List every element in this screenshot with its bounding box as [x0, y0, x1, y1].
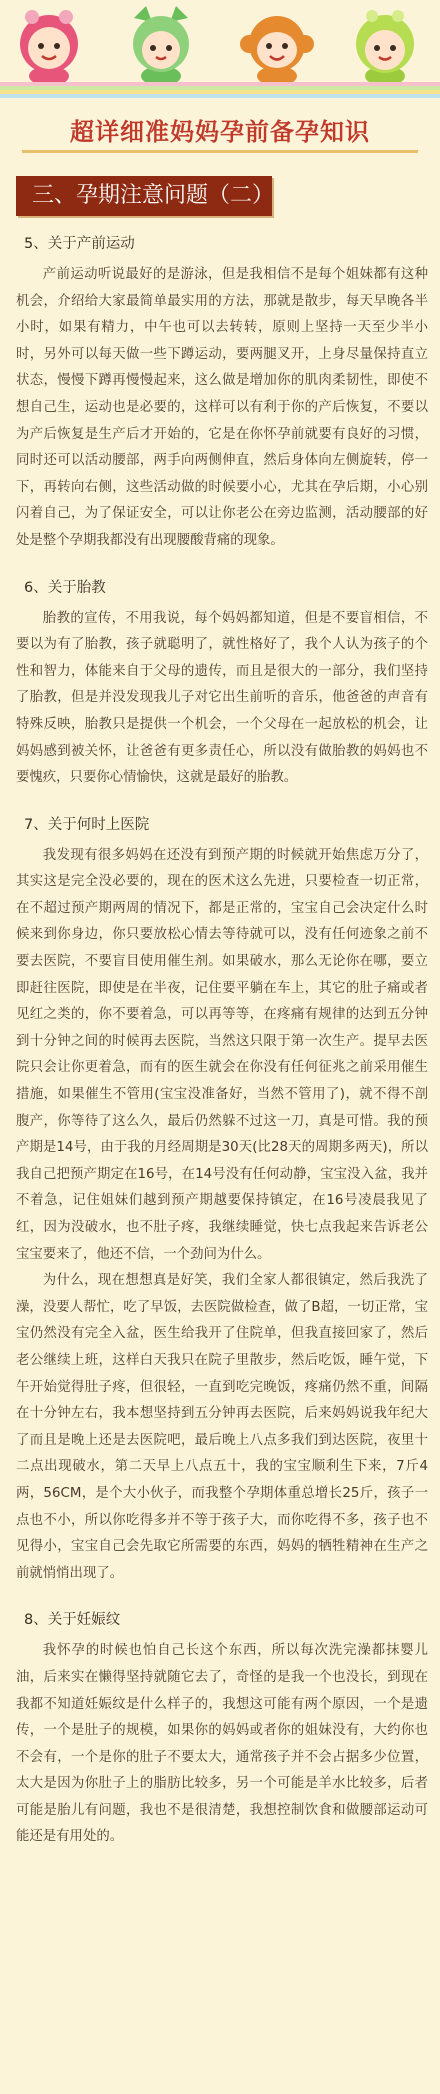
section-heading: 5、关于产前运动: [24, 236, 135, 252]
article-body: [16, 232, 428, 1851]
orange-monkey-kid-icon: [238, 4, 316, 88]
paragraph: 我怀孕的时候也怕自己长这个东西，所以每次洗完澡都抹婴儿油，后来实在懒得坚持就随它去了，奇怪的是我一个也没长，到现在我都不知道妊娠纹是什么样子的，我想这可能有两个原因，一个是遗传，一个是肚子的规模，如果你的妈妈或者你的姐妹没有，大约你也不会有，一个是你的肚子不要太大，通常孩子并不会占据多少位置，太大是因为你肚子上的脂肪比较多，另一个可能是羊水比较多，后者可能是胎儿有问题，我也不是很清楚，我想控制饮食和做腰部运动可能还是有用处的。: [16, 1643, 428, 1845]
section-banner: 三、孕期注意问题（二）: [16, 176, 272, 216]
header-banner: [0, 0, 440, 112]
section-heading: 8、关于妊娠纹: [24, 1612, 121, 1629]
paragraph: 我发现有很多妈妈在还没有到预产期的时候就开始焦虑万分了，其实这是完全没必要的，现在的医术这么先进，只要检查一切正常，在不超过预产期两周的情况下，都是正常的，宝宝自己会决定什么时候来到你身边，你只要放松心情去等待就可以，没有任何迹象之前不要去医院，不要盲目使用催生剂。如果破水，那么无论你在哪，要立即赶往医院，即使是在半夜，记住要平躺在车上，其它的肚子痛或者见红之类的，你不要着急，可以再等等，在疼痛有规律的达到五分钟到十分钟之间的时候再去医院，当然这只限于第一次生产。提早去医院只会让你更着急，而有的医生就会在你没有任何征兆之前采用催生措施，如果催生不管用(宝宝没准备好，当然不管用了)，就不得不剖腹产，你等待了这么久，最后仍然躲不过这一刀，真是可惜。我的预产期是14号，由于我的月经周期是30天(比28天的周期多两天)，所以我自己把预产期定在16号，在14号没有任何动静，宝宝没入盆，我并不着急，记住姐妹们越到预产期越要保持镇定，在16号凌晨我见了红，因为没破水，也不肚子疼，我继续睡觉，快七点我起来告诉老公宝宝要来了，他还不信，一个劲问为什么。: [16, 847, 428, 1262]
paragraph: 胎教的宣传，不用我说，每个妈妈都知道，但是不要盲相信，不要以为有了胎教，孩子就聪明了，就性格好了，我个人认为孩子的个性和智力，体能来自于父母的遗传，而且是很大的一部分，我们坚持了胎教，但是并没发现我儿子对它出生前听的音乐，他爸爸的声音有特殊反映，胎教只是提供一个机会，一个父母在一起放松的机会，让妈妈感到被关怀，让爸爸有更多责任心，所以没有做胎教的妈妈也不要愧疚，只要你心情愉快，这就是最好的胎教。: [16, 610, 428, 786]
section-heading: 6、关于胎教: [24, 579, 106, 596]
title-divider: [22, 150, 418, 153]
section-prenatal-education: [16, 576, 428, 792]
pink-hood-kid-icon: [10, 4, 88, 88]
lime-hood-kid-icon: [346, 4, 424, 88]
page-title: 超详细准妈妈孕前备孕知识: [70, 118, 370, 146]
section-when-to-hospital: [16, 813, 428, 1588]
section-stretch-marks: [16, 1608, 428, 1851]
paragraph: 产前运动听说最好的是游泳，但是我相信不是每个姐妹都有这种机会，介绍给大家最简单最实用的方法，那就是散步，每天早晚各半小时，如果有精力，中午也可以去转转，原则上坚持一天至少半小时，另外可以每天做一些下蹲运动，要两腿叉开，上身尽量保持直立状态，慢慢下蹲再慢慢起来，这么做是增加你的肌肉柔韧性，即使不想自己生，运动也是必要的，这样可以有利于你的产后恢复，不要以为产后恢复是生产后才开始的，它是在你怀孕前就要有良好的习惯，同时还可以活动腰部，两手向两侧伸直，然后身体向左侧旋转，停一下，再转向右侧，这些活动做的时候要小心，尤其在孕后期，小心别闪着自己，为了保证安全，可以让你老公在旁边监测，活动腰部的好处是整个孕期我都没有出现腰酸背痛的现象。: [16, 267, 428, 548]
section-heading: 7、关于何时上医院: [24, 816, 150, 833]
paragraph: 为什么，现在想想真是好笑，我们全家人都很镇定，然后我洗了澡，没要人帮忙，吃了早饭，去医院做检查，做了B超，一切正常，宝宝仍然没有完全入盆，医生给我开了住院单，但我直接回家了，然后老公继续上班，这样白天我只在院子里散步，然后吃饭，睡午觉，下午开始觉得肚子疼，但很轻，一直到吃完晚饭，疼痛仍然不重，间隔在十分钟左右，我本想坚持到五分钟再去医院，后来妈妈说我年纪大了而且是晚上还是去医院吧，最后晚上八点多我们到达医院，夜里十二点出现破水，第二天早上八点五十，我的宝宝顺利生下来，7斤4两，56CM，是个大小伙子，而我整个孕期体重总增长25斤，孩子一点也不小，所以你吃得多并不等于孩子大，而你吃得不多，孩子也不见得小，宝宝自己会先取它所需要的东西，妈妈的牺牲精神在生产之前就悄悄出现了。: [16, 1273, 428, 1581]
color-stripes: [0, 82, 440, 100]
stripe-blue: [0, 94, 440, 98]
green-cat-kid-icon: [122, 4, 200, 88]
section-exercise: [16, 232, 428, 555]
